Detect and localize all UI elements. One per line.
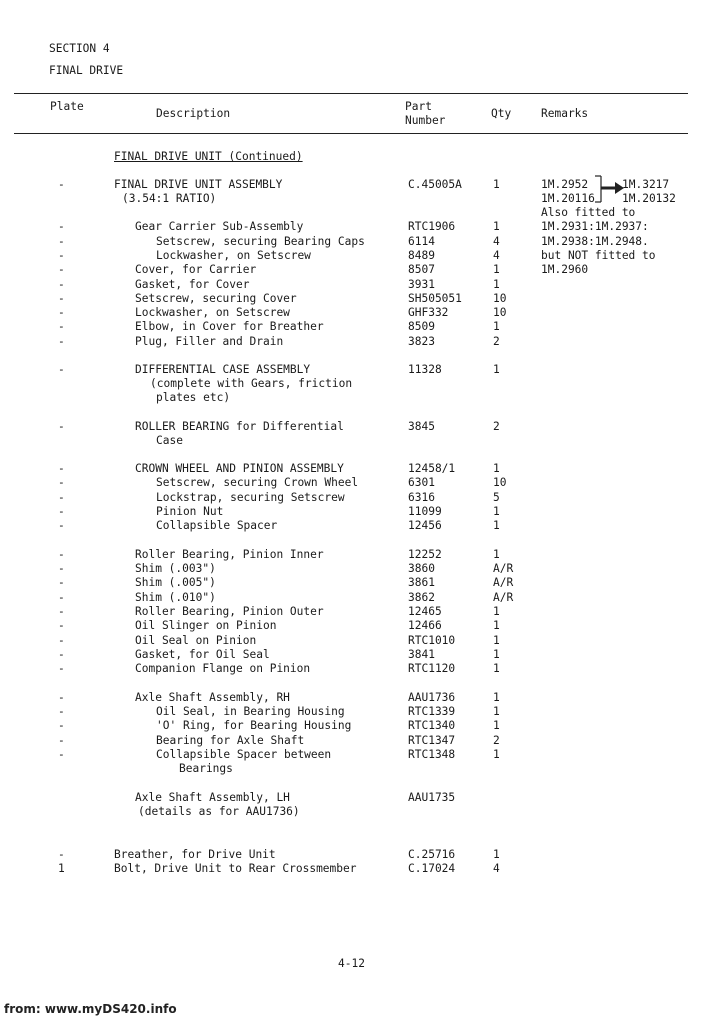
col-remarks-header: Remarks [541,107,589,120]
qty-cell: 1 [493,605,500,618]
plate-cell: - [58,320,65,333]
list-item [0,519,723,533]
list-item [0,505,723,519]
list-item [0,619,723,633]
plate-cell: - [58,220,65,233]
list-item [0,634,723,648]
description-cell: Breather, for Drive Unit [114,848,276,861]
description-cell: ROLLER BEARING for Differential [135,420,344,433]
plate-cell: - [58,548,65,561]
qty-cell: 4 [493,235,500,248]
qty-cell: 10 [493,476,507,489]
part-number-cell: 12465 [408,605,442,618]
qty-cell: 10 [493,292,507,305]
plate-cell: - [58,491,65,504]
part-number-cell: GHF332 [408,306,449,319]
plate-cell: - [58,705,65,718]
list-item [0,491,723,505]
description-cell: Oil Seal on Pinion [135,634,257,647]
remark-line-3: Also fitted to [541,206,636,219]
plate-cell: - [58,634,65,647]
qty-cell: 4 [493,862,500,875]
remark-serial-1a: 1M.2952 [541,178,589,191]
qty-cell: A/R [493,562,514,575]
part-number-cell: 12466 [408,619,442,632]
list-item [0,862,723,876]
section-label: SECTION 4 [49,42,110,55]
qty-cell: 1 [493,634,500,647]
description-cell: Gasket, for Cover [135,278,250,291]
part-number-cell: 3860 [408,562,435,575]
list-item [0,748,723,762]
list-item [0,476,723,490]
list-item [0,662,723,676]
qty-cell: 4 [493,249,500,262]
part-number-cell: 6114 [408,235,435,248]
part-number-cell: RTC1347 [408,734,456,747]
qty-cell: 1 [493,178,500,191]
plate-cell: - [58,292,65,305]
description-cell: Shim (.010") [135,591,216,604]
qty-cell: 1 [493,719,500,732]
page-number: 4-12 [338,957,365,970]
list-item [0,335,723,349]
group-title: FINAL DRIVE UNIT (Continued) [114,150,303,163]
col-part-header-1: Part [405,100,432,113]
part-number-cell: RTC1120 [408,662,456,675]
plate-cell: - [58,363,65,376]
part-number-cell: 3931 [408,278,435,291]
remark-serial-2a: 1M.20116 [541,192,595,205]
description-cell: Case [156,434,183,447]
description-cell: Roller Bearing, Pinion Inner [135,548,324,561]
plate-cell: - [58,420,65,433]
plate-cell: - [58,605,65,618]
qty-cell: 1 [493,619,500,632]
description-cell: Axle Shaft Assembly, RH [135,691,290,704]
description-cell: (3.54:1 RATIO) [122,192,217,205]
qty-cell: 1 [493,648,500,661]
remark-serial-1b: 1M.3217 [622,178,670,191]
plate-cell: - [58,691,65,704]
description-cell: Lockwasher, on Setscrew [156,249,311,262]
plate-cell: - [58,662,65,675]
part-number-cell: 8509 [408,320,435,333]
col-description-header: Description [156,107,231,120]
qty-cell: 1 [493,263,500,276]
remark-line-7: 1M.2960 [541,263,589,276]
plate-cell: - [58,591,65,604]
description-cell: DIFFERENTIAL CASE ASSEMBLY [135,363,311,376]
description-cell: Bolt, Drive Unit to Rear Crossmember [114,862,357,875]
qty-cell: 1 [493,220,500,233]
part-number-cell: 3862 [408,591,435,604]
plate-cell: - [58,734,65,747]
qty-cell: 1 [493,519,500,532]
qty-cell: 1 [493,462,500,475]
list-item [0,306,723,320]
plate-cell: - [58,848,65,861]
part-number-cell: C.25716 [408,848,456,861]
description-cell: Elbow, in Cover for Breather [135,320,324,333]
qty-cell: 10 [493,306,507,319]
part-number-cell: AAU1736 [408,691,456,704]
description-cell: plates etc) [156,391,231,404]
qty-cell: 1 [493,363,500,376]
plate-cell: - [58,462,65,475]
plate-cell: - [58,748,65,761]
plate-cell: - [58,476,65,489]
part-number-cell: 12252 [408,548,442,561]
description-cell: Roller Bearing, Pinion Outer [135,605,324,618]
qty-cell: 5 [493,491,500,504]
part-number-cell: 8489 [408,249,435,262]
part-number-cell: 11099 [408,505,442,518]
part-number-cell: SH505051 [408,292,462,305]
description-cell: Collapsible Spacer [156,519,278,532]
list-item [0,548,723,562]
footer-source: from: www.myDS420.info [4,1002,177,1016]
description-cell: Lockstrap, securing Setscrew [156,491,345,504]
list-item [0,320,723,334]
part-number-cell: 11328 [408,363,442,376]
remark-line-5: 1M.2938:1M.2948. [541,235,649,248]
list-item [0,805,723,819]
description-cell: 'O' Ring, for Bearing Housing [156,719,352,732]
part-number-cell: 12456 [408,519,442,532]
list-item [0,734,723,748]
plate-cell: - [58,263,65,276]
header-bottom-rule [14,133,688,134]
qty-cell: 2 [493,734,500,747]
qty-cell: 1 [493,662,500,675]
list-item [0,292,723,306]
list-item [0,691,723,705]
description-cell: Bearing for Axle Shaft [156,734,305,747]
description-cell: Plug, Filler and Drain [135,335,284,348]
description-cell: Gasket, for Oil Seal [135,648,270,661]
description-cell: Cover, for Carrier [135,263,257,276]
list-item [0,562,723,576]
part-number-cell: 6316 [408,491,435,504]
plate-cell: - [58,278,65,291]
part-number-cell: 8507 [408,263,435,276]
list-item [0,791,723,805]
part-number-cell: RTC1906 [408,220,456,233]
section-title: FINAL DRIVE [49,64,124,77]
description-cell: Setscrew, securing Bearing Caps [156,235,365,248]
description-cell: Companion Flange on Pinion [135,662,311,675]
description-cell: Axle Shaft Assembly, LH [135,791,290,804]
part-number-cell: 12458/1 [408,462,456,475]
description-cell: Oil Seal, in Bearing Housing [156,705,345,718]
list-item [0,705,723,719]
list-item [0,719,723,733]
qty-cell: 1 [493,705,500,718]
list-item [0,420,723,434]
description-cell: Lockwasher, on Setscrew [135,306,290,319]
qty-cell: A/R [493,591,514,604]
plate-cell: - [58,178,65,191]
plate-cell: - [58,619,65,632]
description-cell: Bearings [179,762,233,775]
col-qty-header: Qty [491,107,512,120]
part-number-cell: C.17024 [408,862,456,875]
description-cell: (details as for AAU1736) [138,805,300,818]
plate-cell: - [58,648,65,661]
part-number-cell: C.45005A [408,178,462,191]
qty-cell: 1 [493,320,500,333]
list-item [0,462,723,476]
description-cell: FINAL DRIVE UNIT ASSEMBLY [114,178,283,191]
qty-cell: 1 [493,691,500,704]
list-item [0,263,723,277]
plate-cell: - [58,519,65,532]
list-item [0,363,723,377]
qty-cell: 1 [493,278,500,291]
list-item [0,576,723,590]
list-item [0,762,723,776]
list-item [0,605,723,619]
plate-cell: 1 [58,862,65,875]
description-cell: Shim (.005") [135,576,216,589]
arrow-icon [595,174,625,206]
description-cell: Collapsible Spacer between [156,748,332,761]
remark-line-6: but NOT fitted to [541,249,656,262]
qty-cell: 1 [493,548,500,561]
list-item [0,434,723,448]
qty-cell: 2 [493,335,500,348]
description-cell: Setscrew, securing Cover [135,292,297,305]
description-cell: Oil Slinger on Pinion [135,619,277,632]
part-number-cell: 3845 [408,420,435,433]
qty-cell: A/R [493,576,514,589]
qty-cell: 2 [493,420,500,433]
plate-cell: - [58,235,65,248]
part-number-cell: RTC1010 [408,634,456,647]
list-item [0,591,723,605]
list-item [0,648,723,662]
plate-cell: - [58,562,65,575]
description-cell: Pinion Nut [156,505,224,518]
description-cell: CROWN WHEEL AND PINION ASSEMBLY [135,462,344,475]
plate-cell: - [58,576,65,589]
plate-cell: - [58,335,65,348]
list-item [0,848,723,862]
qty-cell: 1 [493,848,500,861]
part-number-cell: 3841 [408,648,435,661]
part-number-cell: 3861 [408,576,435,589]
description-cell: Gear Carrier Sub-Assembly [135,220,304,233]
col-part-header-2: Number [405,114,446,127]
plate-cell: - [58,505,65,518]
plate-cell: - [58,719,65,732]
plate-cell: - [58,306,65,319]
part-number-cell: RTC1339 [408,705,456,718]
part-number-cell: RTC1348 [408,748,456,761]
remark-line-4: 1M.2931:1M.2937: [541,220,649,233]
list-item [0,391,723,405]
list-item [0,278,723,292]
header-top-rule [14,93,688,94]
list-item [0,377,723,391]
part-number-cell: 6301 [408,476,435,489]
description-cell: Shim (.003") [135,562,216,575]
remark-serial-2b: 1M.20132 [622,192,676,205]
part-number-cell: AAU1735 [408,791,456,804]
qty-cell: 1 [493,505,500,518]
qty-cell: 1 [493,748,500,761]
part-number-cell: 3823 [408,335,435,348]
description-cell: (complete with Gears, friction [150,377,353,390]
col-plate-header: Plate [50,100,84,113]
part-number-cell: RTC1340 [408,719,456,732]
description-cell: Setscrew, securing Crown Wheel [156,476,359,489]
plate-cell: - [58,249,65,262]
